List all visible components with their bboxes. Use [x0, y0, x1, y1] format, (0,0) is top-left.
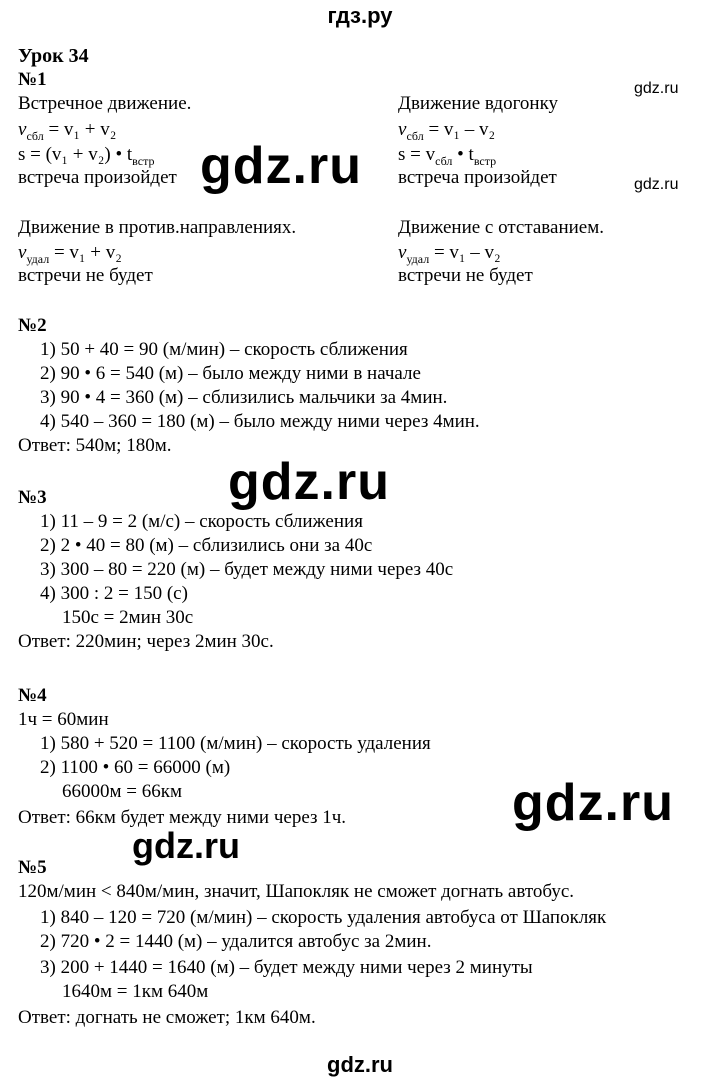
task1-left2-formula: $v_{удал} = v_1 + v_2$	[18, 242, 122, 266]
watermark-medium: gdz.ru	[132, 825, 240, 866]
watermark-large: gdz.ru	[200, 137, 362, 195]
task3-step: 3) 300 – 80 = 220 (м) – будет между ними через 40с	[40, 559, 454, 580]
task4-answer: Ответ: 66км будет между ними через 1ч.	[18, 807, 347, 828]
task2-step: 3) 90 • 4 = 360 (м) – сблизились мальчики за 4мин.	[40, 387, 448, 408]
watermark-small: gdz.ru	[634, 176, 679, 193]
task5-step: 2) 720 • 2 = 1440 (м) – удалится автобус за 2мин.	[40, 931, 432, 952]
task4-heading: №4	[18, 685, 47, 706]
task1-right2-formula: $v_{удал} = v_1 - v_2$	[398, 242, 501, 266]
watermark-large: gdz.ru	[512, 774, 674, 832]
task1-right-formula2: $s = v_{сбл}$ • $t_{встр}$	[398, 144, 497, 168]
task5-step: 3) 200 + 1440 = 1640 (м) – будет между ними через 2 минуты	[40, 957, 533, 978]
task2-heading: №2	[18, 315, 47, 336]
task1-left2-note: встречи не будет	[18, 265, 153, 286]
task1-right2-title: Движение с отставанием.	[398, 217, 604, 238]
task2-step: 1) 50 + 40 = 90 (м/мин) – скорость сближения	[40, 339, 408, 360]
task3-step: 150с = 2мин 30с	[62, 607, 194, 628]
task1-left-formula2: s = (v₁ + v₂) • $t_{встр}$	[18, 144, 155, 168]
task1-left-note: встреча произойдет	[18, 167, 177, 188]
task1-right2-note: встречи не будет	[398, 265, 533, 286]
task1-right-formula1: $v_{сбл} = v_1 - v_2$	[398, 119, 496, 143]
task4-step: 1) 580 + 520 = 1100 (м/мин) – скорость удаления	[40, 733, 431, 754]
task3-heading: №3	[18, 487, 47, 508]
task2-answer: Ответ: 540м; 180м.	[18, 435, 172, 456]
task2-step: 2) 90 • 6 = 540 (м) – было между ними в начале	[40, 363, 421, 384]
task1-left-title: Встречное движение.	[18, 93, 192, 114]
task1-right-note: встреча произойдет	[398, 167, 557, 188]
task2-step: 4) 540 – 360 = 180 (м) – было между ними через 4мин.	[40, 411, 480, 432]
site-header: гдз.ру	[327, 3, 393, 28]
task1-left2-title: Движение в против.направлениях.	[18, 217, 297, 238]
task5-step: 1) 840 – 120 = 720 (м/мин) – скорость удаления автобуса от Шапокляк	[40, 907, 607, 928]
task3-step: 2) 2 • 40 = 80 (м) – сблизились они за 40с	[40, 535, 373, 556]
task3-step: 1) 11 – 9 = 2 (м/с) – скорость сближения	[40, 511, 363, 532]
lesson-title: Урок 34	[18, 45, 89, 67]
task4-step: 66000м = 66км	[62, 781, 182, 802]
site-footer: gdz.ru	[327, 1052, 393, 1077]
task5-heading: №5	[18, 857, 47, 878]
task4-intro: 1ч = 60мин	[18, 709, 109, 730]
watermark-large: gdz.ru	[228, 453, 390, 511]
task1-left-formula1: $v_{сбл} = v_1 + v_2$	[18, 119, 117, 143]
task3-step: 4) 300 : 2 = 150 (с)	[40, 583, 188, 604]
task3-answer: Ответ: 220мин; через 2мин 30с.	[18, 631, 274, 652]
task5-intro: 120м/мин < 840м/мин, значит, Шапокляк не сможет догнать автобус.	[18, 881, 575, 902]
watermark-small: gdz.ru	[634, 80, 679, 97]
task4-step: 2) 1100 • 60 = 66000 (м)	[40, 757, 231, 778]
task5-answer: Ответ: догнать не сможет; 1км 640м.	[18, 1007, 316, 1028]
task5-step: 1640м = 1км 640м	[62, 981, 209, 1002]
task1-right-title: Движение вдогонку	[398, 93, 559, 114]
task1-heading: №1	[18, 69, 47, 90]
